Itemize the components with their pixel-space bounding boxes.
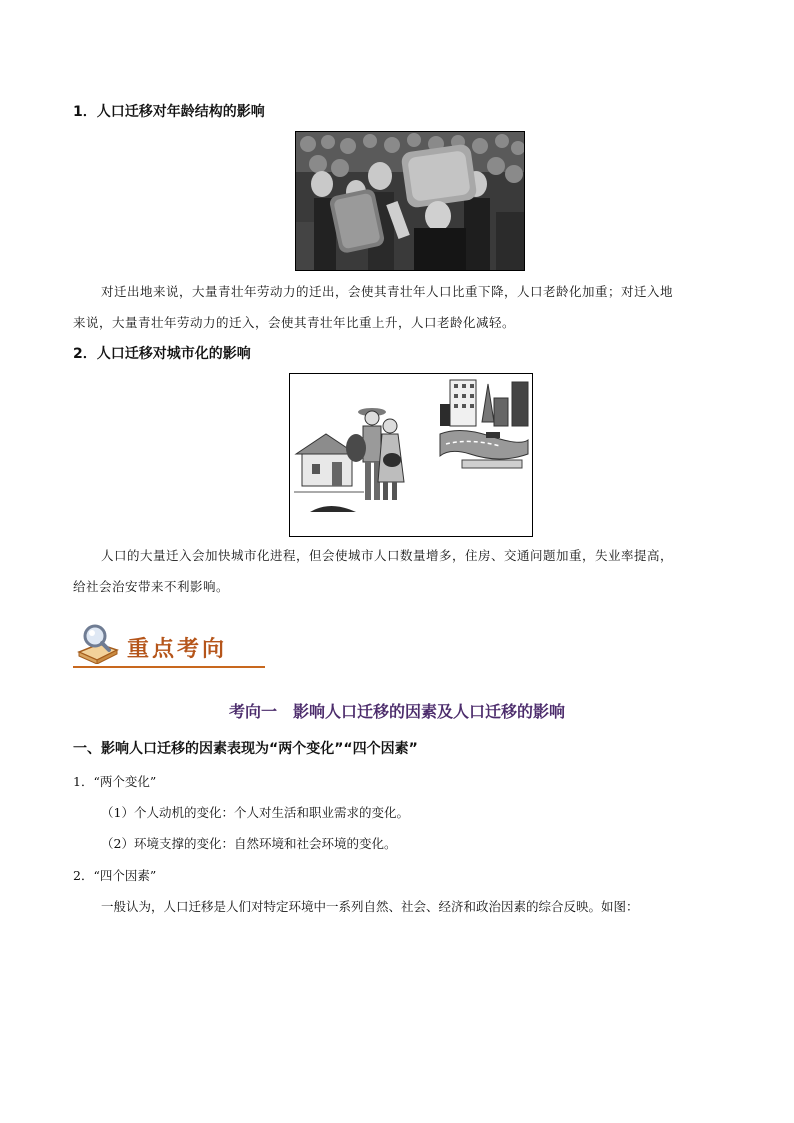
key-direction-banner xyxy=(73,622,265,670)
migrant-crowd-photo xyxy=(295,131,525,271)
rural-to-city-drawing xyxy=(290,374,532,536)
item1-sub1: （1）个人动机的变化：个人对生活和职业需求的变化。 xyxy=(101,805,409,820)
section2-paragraph-line2: 给社会治安带来不利影响。 xyxy=(73,579,230,594)
section1-paragraph-line2: 来说，大量青壮年劳动力的迁入，会使其青壮年比重上升，人口老龄化减轻。 xyxy=(73,315,516,330)
migrant-crowd-illustration xyxy=(296,132,524,270)
banner-title: 重点考向 xyxy=(127,636,228,662)
part1-heading: 一、影响人口迁移的因素表现为“两个变化”“四个因素” xyxy=(73,741,418,757)
section1-heading: 1．人口迁移对年龄结构的影响 xyxy=(73,104,265,120)
topic-title: 考向一 影响人口迁移的因素及人口迁移的影响 xyxy=(228,702,565,721)
item1-sub2: （2）环境支撑的变化：自然环境和社会环境的变化。 xyxy=(101,836,397,851)
section2-heading: 2．人口迁移对城市化的影响 xyxy=(73,346,251,362)
section2-paragraph-line1: 人口的大量迁入会加快城市化进程，但会使城市人口数量增多，住房、交通问题加重，失业率提高， xyxy=(101,548,674,563)
section1-paragraph-line1: 对迁出地来说，大量青壮年劳动力的迁出，会使其青壮年人口比重下降，人口老龄化加重；对迁入地 xyxy=(101,284,674,299)
item2-text: 一般认为，人口迁移是人们对特定环境中一系列自然、社会、经济和政治因素的综合反映。如图： xyxy=(101,899,639,914)
item1-label: 1．“两个变化” xyxy=(73,774,157,789)
magnifier-book-icon xyxy=(75,622,121,668)
banner-underline xyxy=(73,666,265,668)
item2-label: 2．“四个因素” xyxy=(73,868,157,883)
urbanization-illustration xyxy=(289,373,533,537)
